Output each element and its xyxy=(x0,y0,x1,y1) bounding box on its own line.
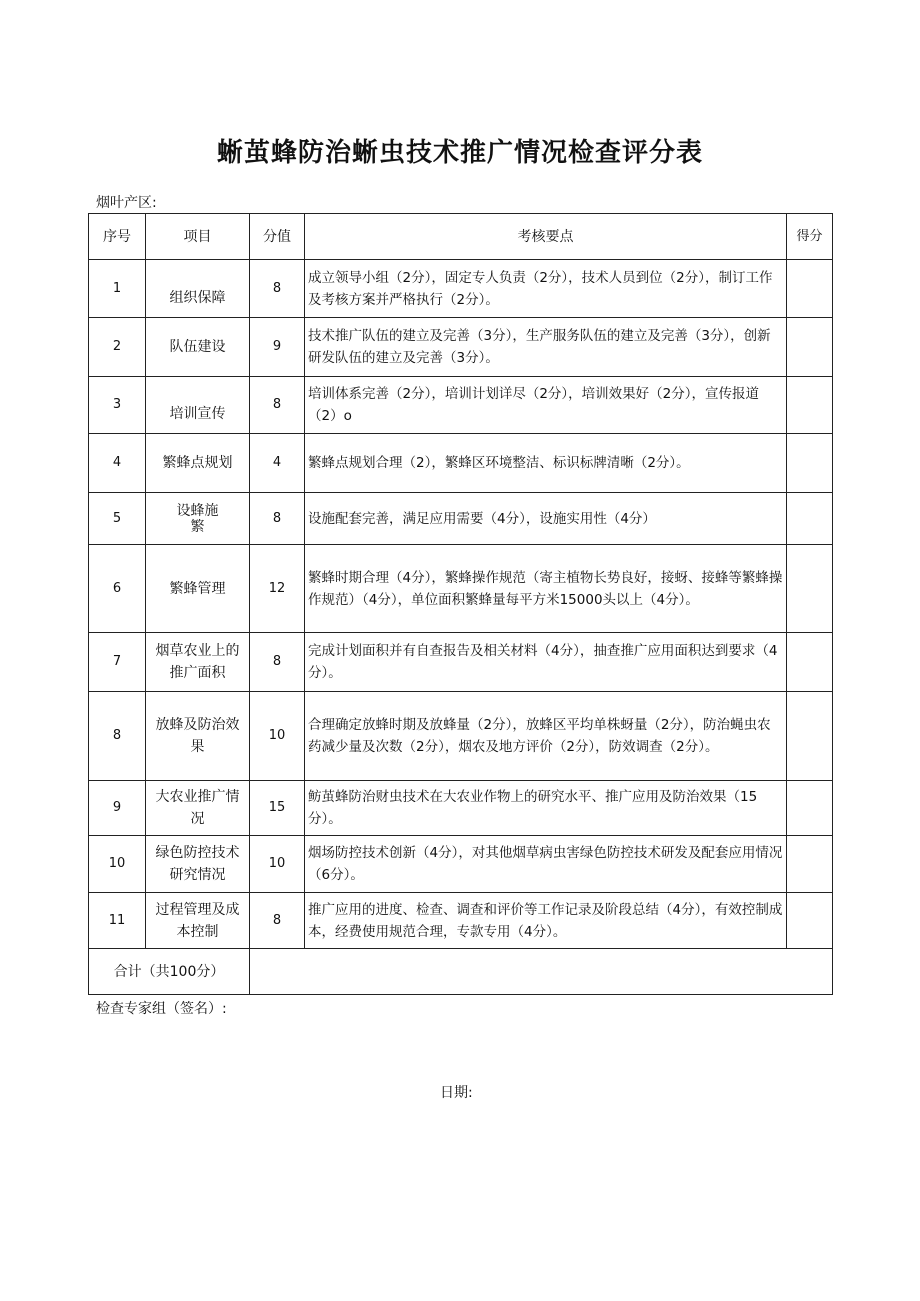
row-no: 6 xyxy=(89,545,146,633)
row-item-text: 培训宣传 xyxy=(169,406,226,422)
total-label: 合计（共100分） xyxy=(89,949,250,995)
row-requirements: 繁蜂点规划合理（2），繁蜂区环境整洁、标识标牌清晰（2分）。 xyxy=(305,434,787,493)
row-no: 3 xyxy=(89,377,146,434)
table-row xyxy=(89,434,833,493)
row-points: 8 xyxy=(250,493,305,545)
row-no: 2 xyxy=(89,318,146,377)
row-points: 8 xyxy=(250,377,305,434)
row-no: 4 xyxy=(89,434,146,493)
row-item: 繁蜂管理 xyxy=(146,545,250,633)
row-item-text: 组织保障 xyxy=(169,289,226,306)
row-points: 15 xyxy=(250,781,305,836)
row-points: 8 xyxy=(250,633,305,692)
row-points: 12 xyxy=(250,545,305,633)
row-score-cell[interactable] xyxy=(787,493,833,545)
row-score-cell[interactable] xyxy=(787,781,833,836)
region-label: 烟叶产区: xyxy=(96,195,157,211)
row-item: 队伍建设 xyxy=(146,318,250,377)
row-item: 放蜂及防治效果 xyxy=(146,692,250,781)
row-score-cell[interactable] xyxy=(787,633,833,692)
table-row xyxy=(89,318,833,377)
row-no: 8 xyxy=(89,692,146,781)
row-item xyxy=(146,377,250,434)
row-points: 10 xyxy=(250,692,305,781)
header-no: 序号 xyxy=(89,214,146,260)
total-score-cell[interactable] xyxy=(250,949,833,995)
table-row xyxy=(89,692,833,781)
row-score-cell[interactable] xyxy=(787,260,833,318)
row-requirements: 繁蜂时期合理（4分），繁蜂操作规范（寄主植物长势良好，接蚜、接蜂等繁蜂操作规范）（4分），单位面积繁蜂量每平方米15000头以上（4分）。 xyxy=(305,545,787,633)
row-no: 10 xyxy=(89,836,146,893)
row-points: 8 xyxy=(250,260,305,318)
row-requirements: 推广应用的进度、检查、调查和评价等工作记录及阶段总结（4分），有效控制成本，经费使用规范合理，专款专用（4分）。 xyxy=(305,893,787,949)
row-item: 设蜂施繁 xyxy=(146,493,250,545)
header-item: 项目 xyxy=(146,214,250,260)
signature-label: 检查专家组（签名）: xyxy=(96,1001,227,1017)
row-item xyxy=(146,260,250,318)
row-score-cell[interactable] xyxy=(787,545,833,633)
row-no: 11 xyxy=(89,893,146,949)
row-item: 绿色防控技术研究情况 xyxy=(146,836,250,893)
row-requirements: 完成计划面积并有自查报告及相关材料（4分），抽查推广应用面积达到要求（4分）。 xyxy=(305,633,787,692)
header-requirements: 考核要点 xyxy=(305,214,787,260)
table-row xyxy=(89,377,833,434)
row-requirements: 鲂茧蜂防治财虫技术在大农业作物上的研究水平、推广应用及防治效果（15分）。 xyxy=(305,781,787,836)
table-header-row xyxy=(89,214,833,260)
table-row xyxy=(89,836,833,893)
table-row xyxy=(89,781,833,836)
row-no: 7 xyxy=(89,633,146,692)
row-no: 1 xyxy=(89,260,146,318)
row-points: 8 xyxy=(250,893,305,949)
row-no: 5 xyxy=(89,493,146,545)
row-points: 4 xyxy=(250,434,305,493)
row-points: 9 xyxy=(250,318,305,377)
row-score-cell[interactable] xyxy=(787,318,833,377)
header-points: 分值 xyxy=(250,214,305,260)
row-requirements: 技术推广队伍的建立及完善（3分），生产服务队伍的建立及完善（3分），创新研发队伍的建立及完善（3分）。 xyxy=(305,318,787,377)
table-row xyxy=(89,545,833,633)
row-requirements: 成立领导小组（2分），固定专人负责（2分），技术人员到位（2分），制订工作及考核方案并严格执行（2分）。 xyxy=(305,260,787,318)
table-row xyxy=(89,633,833,692)
row-requirements: 合理确定放蜂时期及放蜂量（2分），放蜂区平均单株蚜量（2分），防治蝇虫农药减少量及次数（2分），烟农及地方评价（2分），防效调查（2分）。 xyxy=(305,692,787,781)
header-score: 得分 xyxy=(787,214,833,260)
row-requirements: 烟场防控技术创新（4分），对其他烟草病虫害绿色防控技术研发及配套应用情况（6分）。 xyxy=(305,836,787,893)
row-score-cell[interactable] xyxy=(787,836,833,893)
row-score-cell[interactable] xyxy=(787,692,833,781)
row-score-cell[interactable] xyxy=(787,377,833,434)
date-label: 日期: xyxy=(440,1085,473,1101)
table-row xyxy=(89,260,833,318)
row-score-cell[interactable] xyxy=(787,893,833,949)
row-requirements: 培训体系完善（2分），培训计划详尽（2分），培训效果好（2分），宣传报道（2）o xyxy=(305,377,787,434)
score-table xyxy=(88,213,833,995)
table-row xyxy=(89,893,833,949)
row-requirements: 设施配套完善，满足应用需要（4分），设施实用性（4分） xyxy=(305,493,787,545)
row-item: 过程管理及成本控制 xyxy=(146,893,250,949)
page-title: 蜥茧蜂防治蜥虫技术推广情况检查评分表 xyxy=(216,138,703,168)
row-points: 10 xyxy=(250,836,305,893)
row-score-cell[interactable] xyxy=(787,434,833,493)
total-row xyxy=(89,949,833,995)
row-no: 9 xyxy=(89,781,146,836)
row-item: 烟草农业上的推广面积 xyxy=(146,633,250,692)
table-row xyxy=(89,493,833,545)
row-item: 大农业推广情况 xyxy=(146,781,250,836)
row-item: 繁蜂点规划 xyxy=(146,434,250,493)
